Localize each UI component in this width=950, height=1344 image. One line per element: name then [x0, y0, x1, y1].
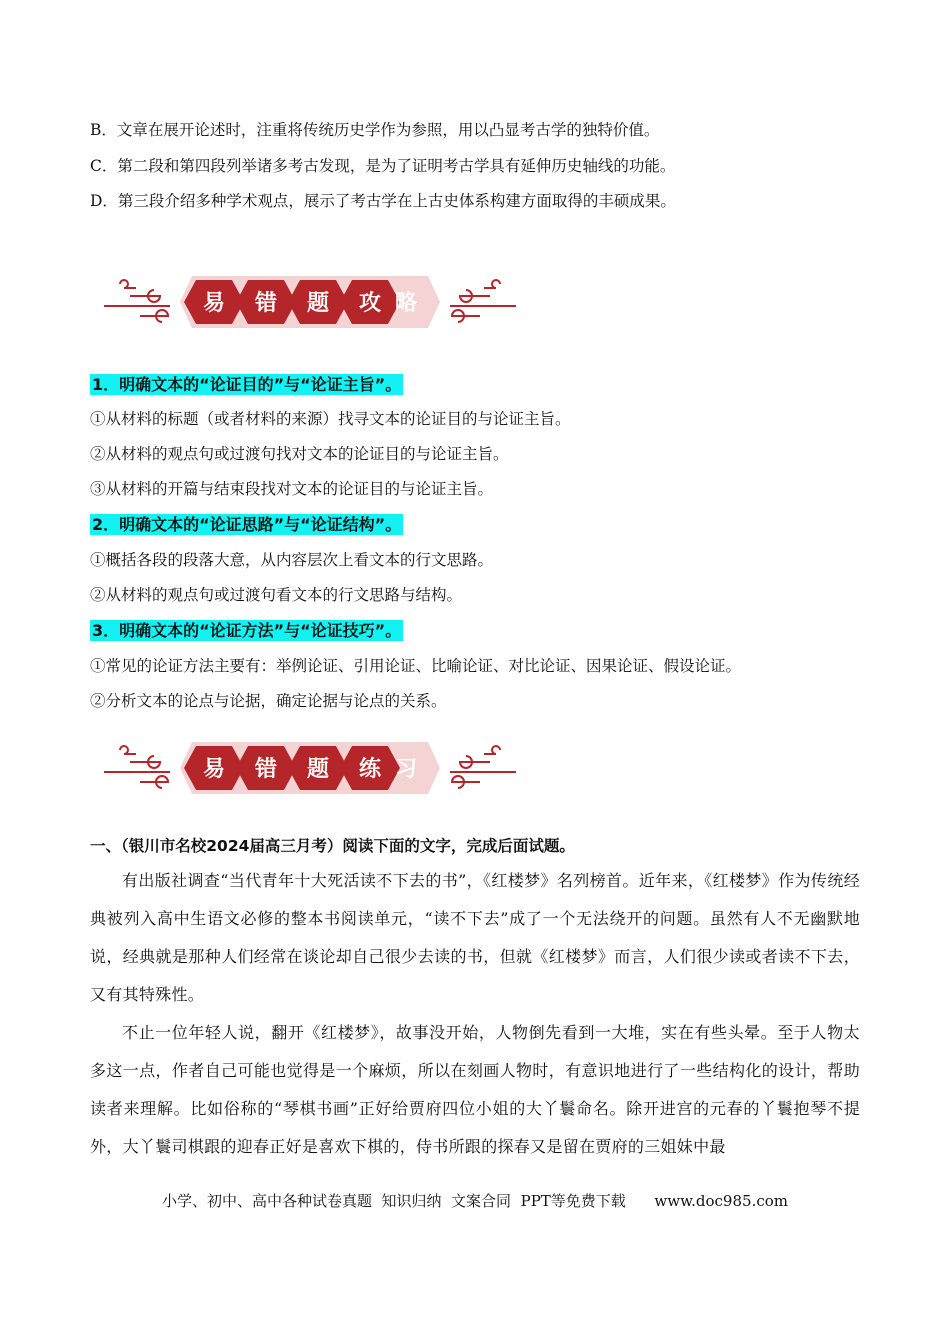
banner2-char-5: 习 [394, 757, 418, 782]
strategy-heading-1: 1．明确文本的“论证目的”与“论证主旨”。 [92, 375, 402, 394]
strategy-item: ②分析文本的论点与论据，确定论据与论点的关系。 [90, 692, 447, 710]
option-b: B．文章在展开论述时，注重将传统历史学作为参照，用以凸显考古学的独特价值。 [90, 121, 660, 139]
strategy-item: ②从材料的观点句或过渡句看文本的行文思路与结构。 [90, 586, 463, 604]
strategy-item: ②从材料的观点句或过渡句找对文本的论证目的与论证主旨。 [90, 445, 509, 463]
cloud-ornament-right [450, 746, 516, 788]
strategy-item: ①常见的论证方法主要有：举例论证、引用论证、比喻论证、对比论证、因果论证、假设论证。 [90, 657, 742, 675]
banner1-char-4: 攻 [358, 291, 382, 316]
strategy-heading-3: 3．明确文本的“论证方法”与“论证技巧”。 [92, 621, 402, 640]
banner2-char-3: 题 [306, 757, 330, 782]
cloud-ornament-right [450, 280, 516, 322]
banner2-char-2: 错 [254, 757, 278, 782]
strategy-item: ③从材料的开篇与结束段找对文本的论证目的与论证主旨。 [90, 480, 494, 498]
question-title: 一、（银川市名校2024届高三月考）阅读下面的文字，完成后面试题。 [90, 837, 575, 855]
strategy-item: ①从材料的标题（或者材料的来源）找寻文本的论证目的与论证主旨。 [90, 410, 571, 428]
section-banner-practice [100, 728, 520, 808]
option-c: C．第二段和第四段列举诸多考古发现，是为了证明考古学具有延伸历史轴线的功能。 [90, 157, 676, 175]
passage-paragraph-2: 不止一位年轻人说，翻开《红楼梦》，故事没开始，人物倒先看到一大堆，实在有些头晕。至于人物太多这一点，作者自己可能也觉得是一个麻烦，所以在刻画人物时，有意识地进行了一些结构化的设计，帮助读者来理解。比如俗称的“琴棋书画”正好给贾府四位小姐的大丫鬟命名。除开进宫的元春的丫鬟抱琴不提外，大丫鬟司棋跟的迎春正好是喜欢下棋的，侍书所跟的探春又是留在贾府的三姐妹中最 [90, 1023, 860, 1156]
option-d: D．第三段介绍多种学术观点，展示了考古学在上古史体系构建方面取得的丰硕成果。 [90, 192, 676, 210]
banner1-char-1: 易 [202, 291, 226, 316]
banner2-char-1: 易 [202, 757, 226, 782]
banner2-char-4: 练 [358, 757, 382, 782]
cloud-ornament-left [104, 280, 170, 322]
banner1-char-5: 略 [394, 291, 418, 316]
banner1-char-2: 错 [254, 291, 278, 316]
strategy-heading-2: 2．明确文本的“论证思路”与“论证结构”。 [92, 515, 402, 534]
banner1-char-3: 题 [306, 291, 330, 316]
passage-paragraph-1: 有出版社调查“当代青年十大死活读不下去的书”，《红楼梦》名列榜首。近年来，《红楼梦》作为传统经典被列入高中生语文必修的整本书阅读单元，“读不下去”成了一个无法绕开的问题。虽然有人不无幽默地说，经典就是那种人们经常在谈论却自己很少去读的书，但就《红楼梦》而言，人们很少读或者读不下去，又有其特殊性。 [90, 871, 860, 1004]
section-banner-strategy [100, 262, 520, 342]
strategy-item: ①概括各段的段落大意，从内容层次上看文本的行文思路。 [90, 551, 494, 569]
cloud-ornament-left [104, 746, 170, 788]
page-footer: 小学、初中、高中各种试卷真题 知识归纳 文案合同 PPT等免费下载 www.doc985.com [161, 1192, 788, 1210]
